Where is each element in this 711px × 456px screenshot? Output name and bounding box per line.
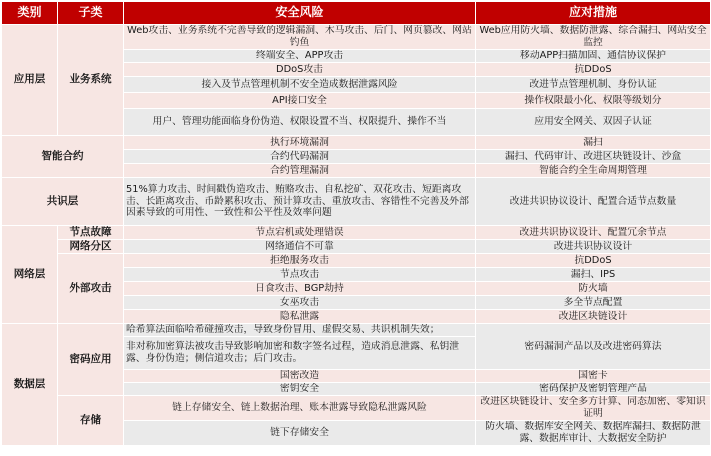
risk-cell: Web攻击、业务系统不完善导致的逻辑漏洞、木马攻击、后门、网页篡改、网站钓鱼 [124, 25, 476, 50]
risk-cell: 51%算力攻击、时间戳伪造攻击、贿赂攻击、自私挖矿、双花攻击、短距离攻击、长距离攻击、币龄累积攻击、预计算攻击、重放攻击、容错性不完善及外部因素导致的可用性、一致性和公平性及效率问题 [124, 178, 476, 226]
measure-cell: 漏扫 [476, 136, 711, 150]
risk-cell: 接入及节点管理机制不安全造成数据泄露风险 [124, 77, 476, 93]
table-row [2, 25, 711, 50]
measure-cell: 改进节点管理机制、身份认证 [476, 77, 711, 93]
table-row [2, 178, 711, 226]
measure-cell: 改进区块链设计 [476, 310, 711, 324]
risk-cell: 执行环境漏洞 [124, 136, 476, 150]
table-row [2, 254, 711, 268]
table-header-row [2, 2, 711, 25]
risk-cell: 密钥安全 [124, 383, 476, 396]
subcategory-cell: 业务系统 [58, 25, 124, 136]
measure-cell: 密码漏洞产品以及改进密码算法 [476, 324, 711, 370]
risk-cell: 终端安全、APP攻击 [124, 50, 476, 63]
header-measure: 应对措施 [476, 2, 711, 25]
measure-cell: 漏扫、IPS [476, 268, 711, 282]
measure-cell: Web应用防火墙、数据防泄露、综合漏扫、网站安全监控 [476, 25, 711, 50]
subcategory-cell: 外部攻击 [58, 254, 124, 324]
table-row [2, 324, 711, 337]
header-subcategory: 子类 [58, 2, 124, 25]
header-risk: 安全风险 [124, 2, 476, 25]
subcategory-cell: 密码应用 [58, 324, 124, 396]
subcategory-cell: 存储 [58, 396, 124, 446]
risk-cell: 哈希算法面临哈希碰撞攻击，导致身份冒用、虚假交易、共识机制失效； [124, 324, 476, 337]
risk-cell: 链上存储安全、链上数据治理、账本泄露导致隐私泄露风险 [124, 396, 476, 421]
risk-cell: 女巫攻击 [124, 296, 476, 310]
measure-cell: 应用安全网关、双因子认证 [476, 109, 711, 136]
category-cell: 数据层 [2, 324, 58, 446]
measure-cell: 防火墙 [476, 282, 711, 296]
risk-cell: 拒绝服务攻击 [124, 254, 476, 268]
category-cell: 网络层 [2, 226, 58, 324]
measure-cell: 漏扫、代码审计、改进区块链设计、沙盒 [476, 150, 711, 164]
risk-cell: 节点攻击 [124, 268, 476, 282]
measure-cell: 抗DDoS [476, 63, 711, 77]
measure-cell: 抗DDoS [476, 254, 711, 268]
measure-cell: 密码保护及密钥管理产品 [476, 383, 711, 396]
category-cell: 共识层 [2, 178, 124, 226]
risk-cell: 日食攻击、BGP劫持 [124, 282, 476, 296]
measure-cell: 智能合约全生命周期管理 [476, 164, 711, 178]
risk-cell: 网络通信不可靠 [124, 240, 476, 254]
risk-cell: API接口安全 [124, 93, 476, 109]
measure-cell: 改进共识协议设计 [476, 240, 711, 254]
risk-cell: 合约管理漏洞 [124, 164, 476, 178]
subcategory-cell: 网络分区 [58, 240, 124, 254]
subcategory-cell: 节点故障 [58, 226, 124, 240]
risk-cell: 非对称加密算法被攻击导致影响加密和数字签名过程，造成消息泄露、私钥泄露、身份伪造；侧信道攻击；后门攻击。 [124, 337, 476, 370]
table-row [2, 240, 711, 254]
risk-cell: DDoS攻击 [124, 63, 476, 77]
security-risk-table [1, 1, 711, 446]
risk-cell: 隐私泄露 [124, 310, 476, 324]
measure-cell: 改进共识协议设计、配置冗余节点 [476, 226, 711, 240]
measure-cell: 操作权限最小化、权限等级划分 [476, 93, 711, 109]
measure-cell: 改进区块链设计、安全多方计算、同态加密、零知识证明 [476, 396, 711, 421]
measure-cell: 防火墙、数据库安全网关、数据库漏扫、数据防泄露、数据库审计、大数据安全防护 [476, 421, 711, 446]
measure-cell: 移动APP扫描加固、通信协议保护 [476, 50, 711, 63]
table-row [2, 136, 711, 150]
category-cell: 应用层 [2, 25, 58, 136]
measure-cell: 改进共识协议设计、配置合适节点数量 [476, 178, 711, 226]
table-row [2, 226, 711, 240]
risk-cell: 链下存储安全 [124, 421, 476, 446]
table-row [2, 396, 711, 421]
risk-cell: 节点宕机或处理错误 [124, 226, 476, 240]
header-category: 类别 [2, 2, 58, 25]
measure-cell: 多全节点配置 [476, 296, 711, 310]
measure-cell: 国密卡 [476, 370, 711, 383]
risk-cell: 国密改造 [124, 370, 476, 383]
risk-cell: 用户、管理功能面临身份伪造、权限设置不当、权限提升、操作不当 [124, 109, 476, 136]
category-cell: 智能合约 [2, 136, 124, 178]
risk-cell: 合约代码漏洞 [124, 150, 476, 164]
